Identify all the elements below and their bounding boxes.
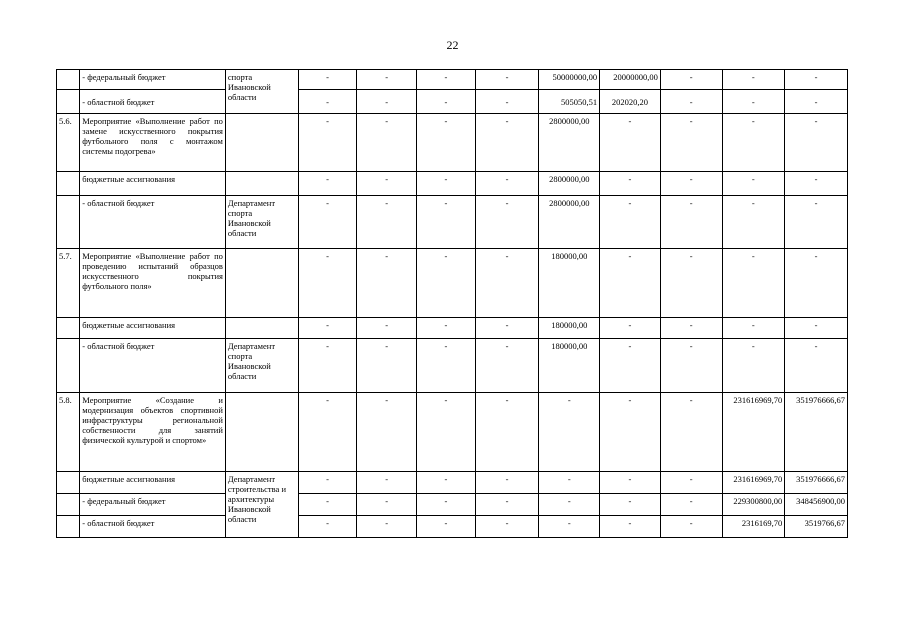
value-cell: - [357, 494, 417, 516]
executor-cell [225, 393, 298, 472]
row-label: - областной бюджет [80, 90, 226, 114]
value-cell: 50000000,00 [539, 70, 600, 90]
executor-cell: Департамент спорта Ивановской области [225, 339, 298, 393]
table-row [57, 196, 848, 249]
value-cell: 2316169,70 [722, 516, 785, 538]
value-cell: 351976666,67 [785, 472, 848, 494]
value-cell: - [417, 172, 476, 196]
value-cell: - [298, 172, 357, 196]
value-cell: - [600, 472, 661, 494]
value-cell: - [298, 318, 357, 339]
value-cell: - [600, 114, 661, 172]
executor-cell [225, 114, 298, 172]
value-cell: - [660, 393, 722, 472]
value-cell: - [475, 249, 539, 318]
value-cell: - [660, 172, 722, 196]
executor-text: спорта [227, 72, 253, 82]
value-cell: - [357, 516, 417, 538]
value-cell: 180000,00 [539, 318, 600, 339]
value-cell: 2800000,00 [539, 114, 600, 172]
value-cell: - [660, 249, 722, 318]
value-cell: - [600, 249, 661, 318]
value-cell: - [475, 494, 539, 516]
value-cell: - [600, 494, 661, 516]
row-number [57, 516, 80, 538]
value-cell: - [600, 172, 661, 196]
value-cell: 3519766,67 [785, 516, 848, 538]
value-cell: - [539, 516, 600, 538]
value-cell: - [298, 339, 357, 393]
value-cell: - [357, 318, 417, 339]
row-number [57, 318, 80, 339]
value-cell: - [298, 114, 357, 172]
value-cell: - [298, 472, 357, 494]
value-cell: - [417, 196, 476, 249]
row-number [57, 172, 80, 196]
budget-table-body [57, 70, 848, 538]
value-cell: - [417, 318, 476, 339]
value-cell: - [660, 196, 722, 249]
row-number: 5.6. [57, 114, 80, 172]
row-label: бюджетные ассигнования [80, 318, 226, 339]
table-row [57, 339, 848, 393]
table-row [57, 70, 848, 90]
value-cell: - [298, 393, 357, 472]
value-cell: - [660, 114, 722, 172]
value-cell: - [600, 196, 661, 249]
value-cell: - [417, 114, 476, 172]
row-number [57, 196, 80, 249]
value-cell: 348456900,00 [785, 494, 848, 516]
value-cell: 20000000,00 [600, 70, 661, 90]
value-cell: - [722, 70, 785, 90]
executor-cell [225, 318, 298, 339]
value-cell: - [417, 70, 476, 90]
value-cell: - [357, 339, 417, 393]
value-cell: - [660, 70, 722, 90]
value-cell: - [722, 90, 785, 114]
row-number [57, 494, 80, 516]
value-cell: - [600, 318, 661, 339]
table-row [57, 472, 848, 494]
value-cell: - [785, 70, 848, 90]
value-cell: - [417, 494, 476, 516]
value-cell: - [722, 114, 785, 172]
value-cell: - [475, 172, 539, 196]
value-cell: - [298, 90, 357, 114]
value-cell: - [785, 249, 848, 318]
value-cell: - [357, 472, 417, 494]
value-cell: - [475, 393, 539, 472]
value-cell: - [475, 196, 539, 249]
value-cell: - [357, 70, 417, 90]
row-number [57, 90, 80, 114]
executor-cell: Департамент спорта Ивановской области [225, 196, 298, 249]
value-cell: 351976666,67 [785, 393, 848, 472]
row-label: - областной бюджет [80, 339, 226, 393]
executor-text: Ивановской области [227, 82, 271, 102]
table-row [57, 90, 848, 114]
value-cell: - [722, 249, 785, 318]
value-cell: - [785, 339, 848, 393]
value-cell: - [660, 318, 722, 339]
value-cell: - [357, 114, 417, 172]
value-cell: 180000,00 [539, 339, 600, 393]
table-row [57, 318, 848, 339]
value-cell: - [722, 339, 785, 393]
value-cell: - [475, 472, 539, 494]
value-cell: - [298, 516, 357, 538]
value-cell: - [298, 70, 357, 90]
value-cell: - [660, 339, 722, 393]
executor-cell [225, 249, 298, 318]
row-label: бюджетные ассигнования [80, 472, 226, 494]
value-cell: - [475, 339, 539, 393]
value-cell: - [539, 472, 600, 494]
value-cell: - [298, 494, 357, 516]
table-row [57, 494, 848, 516]
table-row [57, 172, 848, 196]
value-cell: - [539, 494, 600, 516]
row-number: 5.8. [57, 393, 80, 472]
value-cell: - [660, 90, 722, 114]
value-cell: 231616969,70 [722, 393, 785, 472]
row-label: Мероприятие «Создание и модернизация объектов спортивной инфраструктуры региональной собственности для занятий физической культурой и спортом» [80, 393, 226, 472]
row-label: бюджетные ассигнования [80, 172, 226, 196]
value-cell: - [539, 393, 600, 472]
row-label: - областной бюджет [80, 196, 226, 249]
table-row [57, 249, 848, 318]
value-cell: - [785, 196, 848, 249]
value-cell: - [722, 318, 785, 339]
value-cell: 2800000,00 [539, 172, 600, 196]
value-cell: - [475, 90, 539, 114]
row-label: - областной бюджет [80, 516, 226, 538]
value-cell: - [417, 516, 476, 538]
value-cell: - [475, 114, 539, 172]
executor-cell [225, 172, 298, 196]
row-label: Мероприятие «Выполнение работ по замене искусственного покрытия футбольного поля с монтажом системы подогрева» [80, 114, 226, 172]
value-cell: - [417, 339, 476, 393]
value-cell: - [475, 318, 539, 339]
value-cell: - [600, 339, 661, 393]
value-cell: - [298, 196, 357, 249]
value-cell: - [660, 494, 722, 516]
value-cell: - [722, 172, 785, 196]
row-number [57, 70, 80, 90]
row-number [57, 472, 80, 494]
value-cell: 202020,20 [600, 90, 661, 114]
table-row [57, 114, 848, 172]
row-number [57, 339, 80, 393]
value-cell: - [475, 516, 539, 538]
value-cell: - [722, 196, 785, 249]
value-cell: - [417, 393, 476, 472]
value-cell: 2800000,00 [539, 196, 600, 249]
value-cell: - [417, 90, 476, 114]
row-label: - федеральный бюджет [80, 494, 226, 516]
value-cell: - [660, 472, 722, 494]
value-cell: - [357, 172, 417, 196]
value-cell: - [357, 196, 417, 249]
value-cell: - [600, 393, 661, 472]
page-number: 22 [446, 38, 459, 52]
value-cell: - [785, 114, 848, 172]
table-row [57, 516, 848, 538]
value-cell: - [298, 249, 357, 318]
value-cell: 180000,00 [539, 249, 600, 318]
value-cell: - [785, 318, 848, 339]
value-cell: - [600, 516, 661, 538]
value-cell: 231616969,70 [722, 472, 785, 494]
row-label: Мероприятие «Выполнение работ по проведению испытаний образцов искусственного покрытия футбольного поля» [80, 249, 226, 318]
row-number: 5.7. [57, 249, 80, 318]
row-label: - федеральный бюджет [80, 70, 226, 90]
value-cell: - [785, 90, 848, 114]
budget-table [56, 69, 848, 538]
value-cell: - [660, 516, 722, 538]
value-cell: - [357, 249, 417, 318]
value-cell: - [357, 393, 417, 472]
value-cell: - [785, 172, 848, 196]
value-cell: 229300800,00 [722, 494, 785, 516]
value-cell: - [357, 90, 417, 114]
executor-cell [225, 70, 298, 114]
value-cell: - [475, 70, 539, 90]
value-cell: - [417, 472, 476, 494]
executor-cell: Департамент строительства и архитектуры Ивановской области [225, 472, 298, 538]
value-cell: 505050,51 [539, 90, 600, 114]
value-cell: - [417, 249, 476, 318]
table-row [57, 393, 848, 472]
